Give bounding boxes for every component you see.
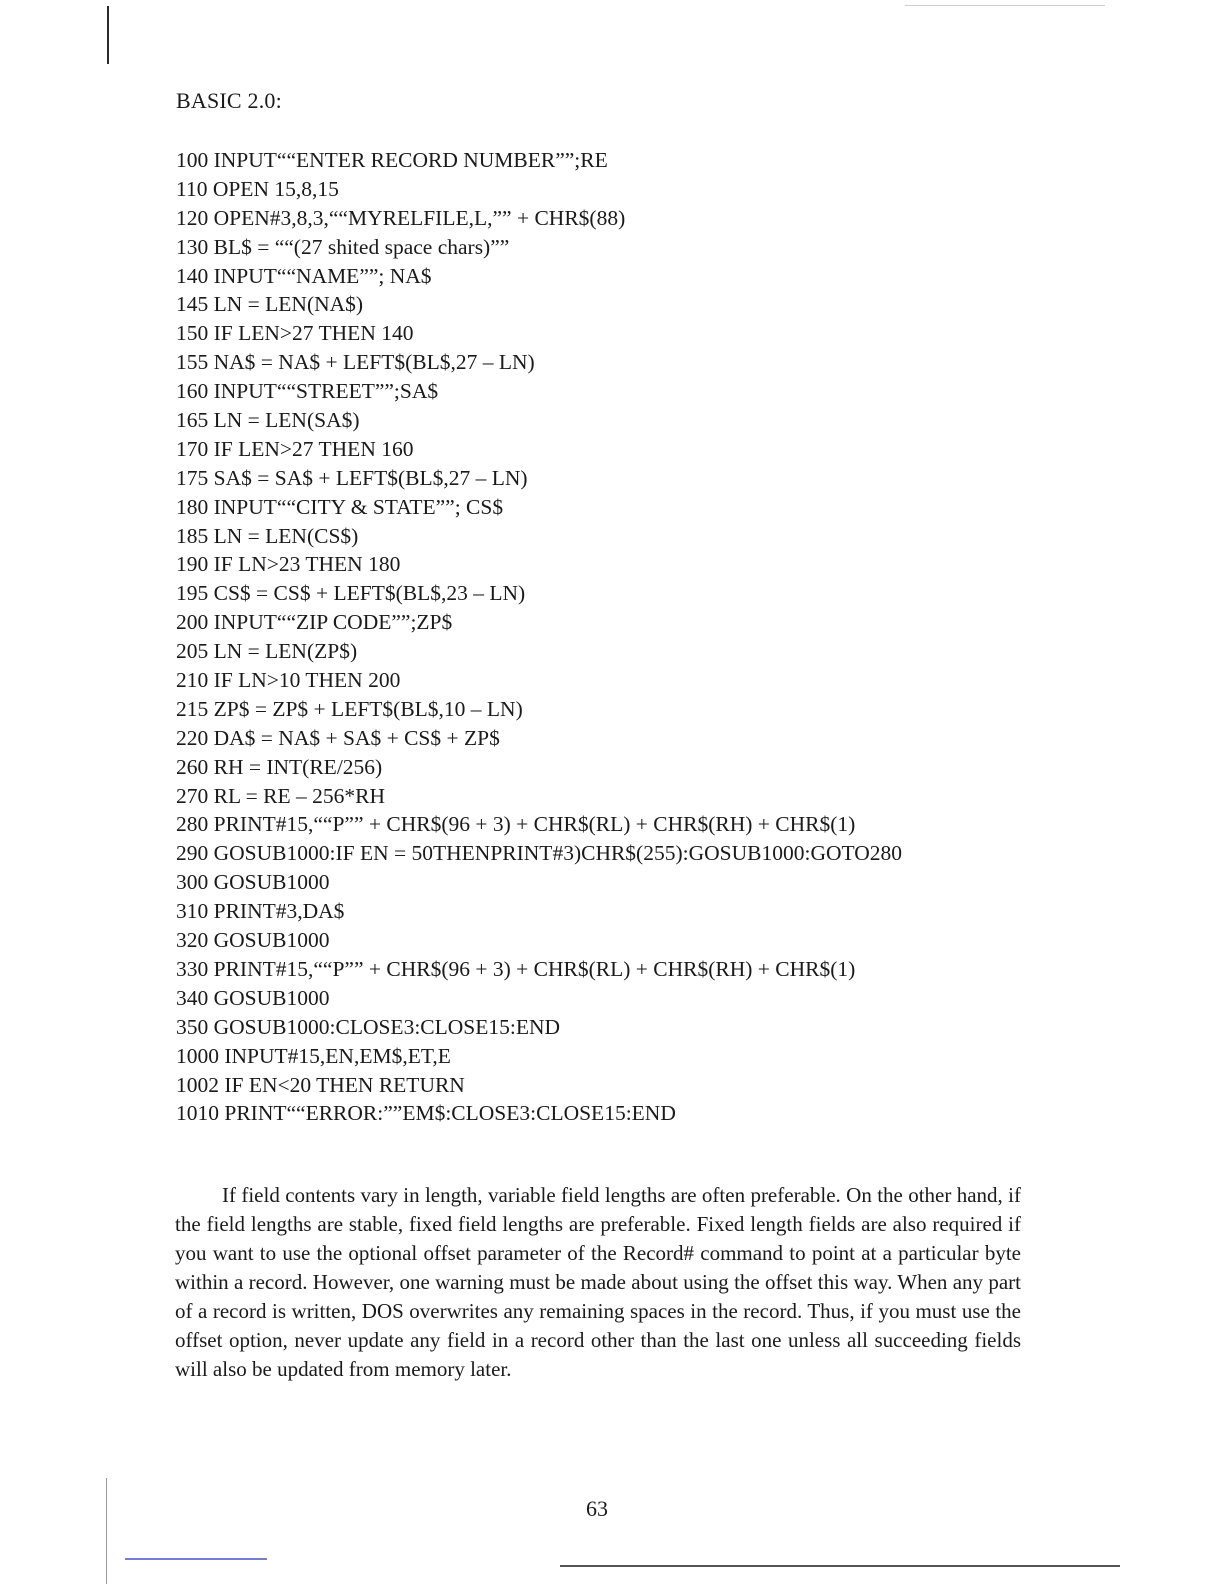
code-line: 150 IF LEN>27 THEN 140 xyxy=(176,321,414,346)
code-line: 170 IF LEN>27 THEN 160 xyxy=(176,436,414,461)
code-line: 175 SA$ = SA$ + LEFT$(BL$,27 – LN) xyxy=(176,465,528,490)
code-line: 215 ZP$ = ZP$ + LEFT$(BL$,10 – LN) xyxy=(176,696,523,721)
code-line: 190 IF LN>23 THEN 180 xyxy=(176,552,401,577)
code-line: 350 GOSUB1000:CLOSE3:CLOSE15:END xyxy=(176,1014,561,1039)
code-line: 155 NA$ = NA$ + LEFT$(BL$,27 – LN) xyxy=(176,350,535,375)
code-line: 165 LN = LEN(SA$) xyxy=(176,408,360,433)
scan-bottom-rule-left xyxy=(125,1558,267,1560)
code-line: 330 PRINT#15,““P”” + CHR$(96 + 3) + CHR$(RL) + CHR$(RH) + CHR$(1) xyxy=(176,956,856,981)
code-line: 140 INPUT““NAME””; NA$ xyxy=(176,263,432,288)
code-line: 270 RL = RE – 256*RH xyxy=(176,783,386,808)
page-number: 63 xyxy=(586,1496,608,1521)
scan-top-rule xyxy=(905,5,1105,6)
code-line: 145 LN = LEN(NA$) xyxy=(176,292,364,317)
code-line: 130 BL$ = ““(27 shited space chars)”” xyxy=(176,234,510,259)
code-line: 320 GOSUB1000 xyxy=(176,928,330,953)
code-line: 220 DA$ = NA$ + SA$ + CS$ + ZP$ xyxy=(176,725,500,750)
code-line: 160 INPUT““STREET””;SA$ xyxy=(176,379,439,404)
code-line: 185 LN = LEN(CS$) xyxy=(176,523,359,548)
scan-margin-mark-top xyxy=(107,6,109,64)
section-heading: BASIC 2.0: xyxy=(176,88,282,113)
code-line: 180 INPUT““CITY & STATE””; CS$ xyxy=(176,494,504,519)
scan-bottom-rule-right xyxy=(560,1565,1120,1567)
code-line: 260 RH = INT(RE/256) xyxy=(176,754,383,779)
code-line: 100 INPUT““ENTER RECORD NUMBER””;RE xyxy=(176,148,608,172)
code-line: 280 PRINT#15,““P”” + CHR$(96 + 3) + CHR$(RL) + CHR$(RH) + CHR$(1) xyxy=(176,812,856,837)
code-line: 310 PRINT#3,DA$ xyxy=(176,899,345,924)
code-line: 210 IF LN>10 THEN 200 xyxy=(176,668,401,693)
scan-margin-mark-bottom xyxy=(106,1478,107,1584)
code-line: 1010 PRINT““ERROR:””EM$:CLOSE3:CLOSE15:END xyxy=(176,1101,676,1126)
code-line: 120 OPEN#3,8,3,““MYRELFILE,L,”” + CHR$(88) xyxy=(176,205,626,230)
code-line: 300 GOSUB1000 xyxy=(176,870,330,895)
code-line: 195 CS$ = CS$ + LEFT$(BL$,23 – LN) xyxy=(176,581,526,606)
code-line: 1002 IF EN<20 THEN RETURN xyxy=(176,1072,465,1097)
code-line: 1000 INPUT#15,EN,EM$,ET,E xyxy=(176,1043,451,1068)
code-listing xyxy=(176,146,902,1128)
code-line: 290 GOSUB1000:IF EN = 50THENPRINT#3)CHR$(255):GOSUB1000:GOTO280 xyxy=(176,841,903,866)
code-line: 110 OPEN 15,8,15 xyxy=(176,176,339,201)
code-line: 340 GOSUB1000 xyxy=(176,985,330,1010)
code-line: 200 INPUT““ZIP CODE””;ZP$ xyxy=(176,610,453,635)
body-paragraph: If field contents vary in length, variable field lengths are often preferable. On the other hand, if the field lengths are stable, fixed field lengths are preferable. Fixed length fields are also required if you want to use the optional offset parameter of the Record# command to point at a particular byte within a record. However, one warning must be made about using the offset this way. When any part of a record is written, DOS overwrites any remaining spaces in the record. Thus, if you must use the offset option, never update any field in a record other than the last one unless all succeeding fields will also be updated from memory later. xyxy=(175,1183,1021,1381)
code-line: 205 LN = LEN(ZP$) xyxy=(176,639,358,664)
